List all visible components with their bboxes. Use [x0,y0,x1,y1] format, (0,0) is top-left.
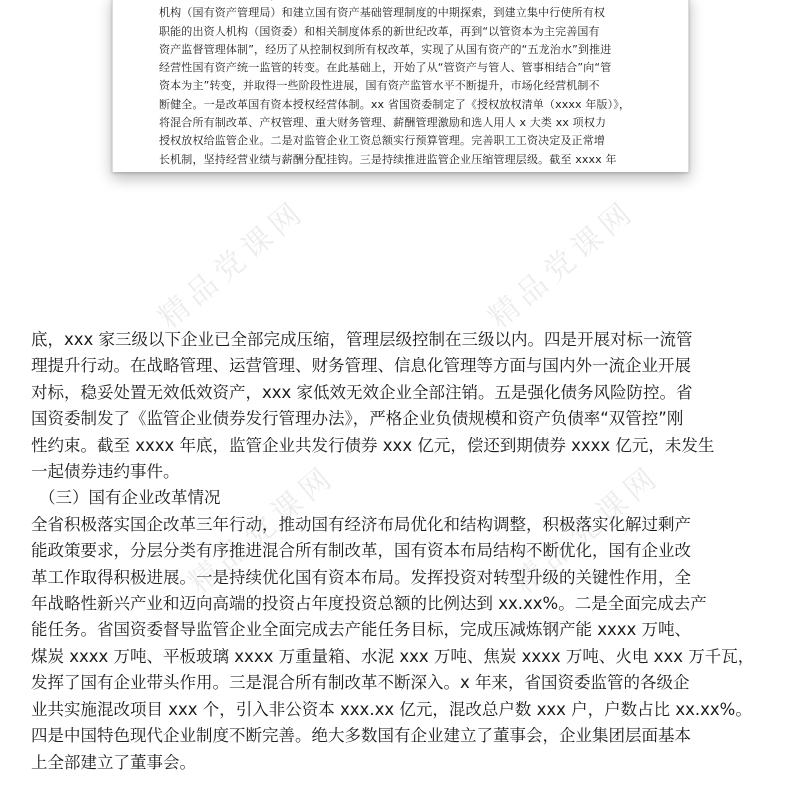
paragraph-line: 四是中国特色现代企业制度不断完善。绝大多数国有企业建立了董事会，企业集团层面基本 [31,726,691,746]
paragraph-line: 煤炭 xxxx 万吨、平板玻璃 xxxx 万重量箱、水泥 xxx 万吨、焦炭 xxxx 万吨、火电 xxx 万千瓦， [31,646,755,666]
watermark: 精品党课网 [152,193,313,336]
watermark: 精品党课网 [482,193,643,336]
paragraph-line: 发挥了国有企业带头作用。三是混合所有制改革不断深入。x 年来，省国资委监管的各级企 [31,673,690,693]
paragraph-line: 能任务。省国资委督导监管企业全面完成去产能任务目标，完成压减炼钢产能 xxxx 万吨、 [31,620,692,640]
preview-line: 经营性国有资产统一监管的转变。在此基础上，开始了从“管资产与管人、管事相结合”向“管 [159,61,612,75]
watermark: 精品党课网 [182,458,343,601]
paragraph-line: 底，xxx 家三级以下企业已全部完成压缩，管理层级控制在三级以内。四是开展对标一流管 [31,330,693,349]
preview-line: 职能的出资人机构（国资委）和相关制度体系的新世纪改革，再到“以管资本为主完善国有 [159,24,600,38]
section-heading: （三）国有企业改革情况 [39,488,221,508]
preview-line: 资本为主”转变，并取得一些阶段性进展，国有资产监管水平不断提升，市场化经营机制不 [159,79,600,93]
paragraph-line: 上全部建立了董事会。 [31,752,196,772]
preview-text [159,0,659,169]
paragraph-line: 全省积极落实国企改革三年行动，推动国有经济布局优化和结构调整，积极落实化解过剩产 [31,514,691,534]
paragraph-line: 革工作取得积极进展。一是持续优化国有资本布局。发挥投资对转型升级的关键性作用，全 [31,567,691,587]
paragraph-line: 国资委制发了《监管企业债券发行管理办法》，严格企业负债规模和资产负债率“双管控”刚 [31,409,684,429]
preview-line: 将混合所有制改革、产权管理、重大财务管理、薪酬管理激励和选人用人 x 大类 xx 项权力 [159,116,607,130]
paragraph-line: 一起债券违约事件。 [31,462,180,482]
paragraph-line: 能政策要求，分层分类有序推进混合所有制改革，国有资本布局结构不断优化，国有企业改 [31,541,691,561]
preview-line: 长机制，坚持经营业绩与薪酬分配挂钩。三是持续推进监管企业压缩管理层级。截至 xxxx 年 [159,152,617,166]
preview-line: 授权放权给监管企业。二是对监管企业工资总额实行预算管理。完善职工工资决定及正常增 [159,134,605,148]
paragraph-line: 理提升行动。在战略管理、运营管理、财务管理、信息化管理等方面与国内外一流企业开展 [31,356,691,376]
document-body [31,327,771,776]
paragraph-line: 性约束。截至 xxxx 年底，监管企业共发行债券 xxx 亿元，偿还到期债券 xxxx 亿元，未发生 [31,435,715,455]
preview-line: 机构（国有资产管理局）和建立国有资产基础管理制度的中期探索，到建立集中行使所有权 [159,6,605,20]
page-preview-card [112,0,689,172]
preview-line: 断健全。一是改革国有资本授权经营体制。xx 省国资委制定了《授权放权清单（xxxx 年版）》， [159,97,631,111]
watermark: 精品党课网 [507,458,668,601]
paragraph-line: 业共实施混改项目 xxx 个，引入非公资本 xxx.xx 亿元，混改总户数 xxx 户，户数占比 xx.xx%。 [31,699,752,719]
paragraph-line: 对标，稳妥处置无效低效资产，xxx 家低效无效企业全部注销。五是强化债务风险防控。省 [31,382,693,402]
preview-line: 资产监督管理体制”，经历了从控制权到所有权改革，实现了从国有资产的“五龙治水”到推进 [159,42,612,56]
paragraph-line: 年战略性新兴产业和迈向高端的投资占年度投资总额的比例达到 xx.xx%。二是全面完成去产 [31,594,707,614]
